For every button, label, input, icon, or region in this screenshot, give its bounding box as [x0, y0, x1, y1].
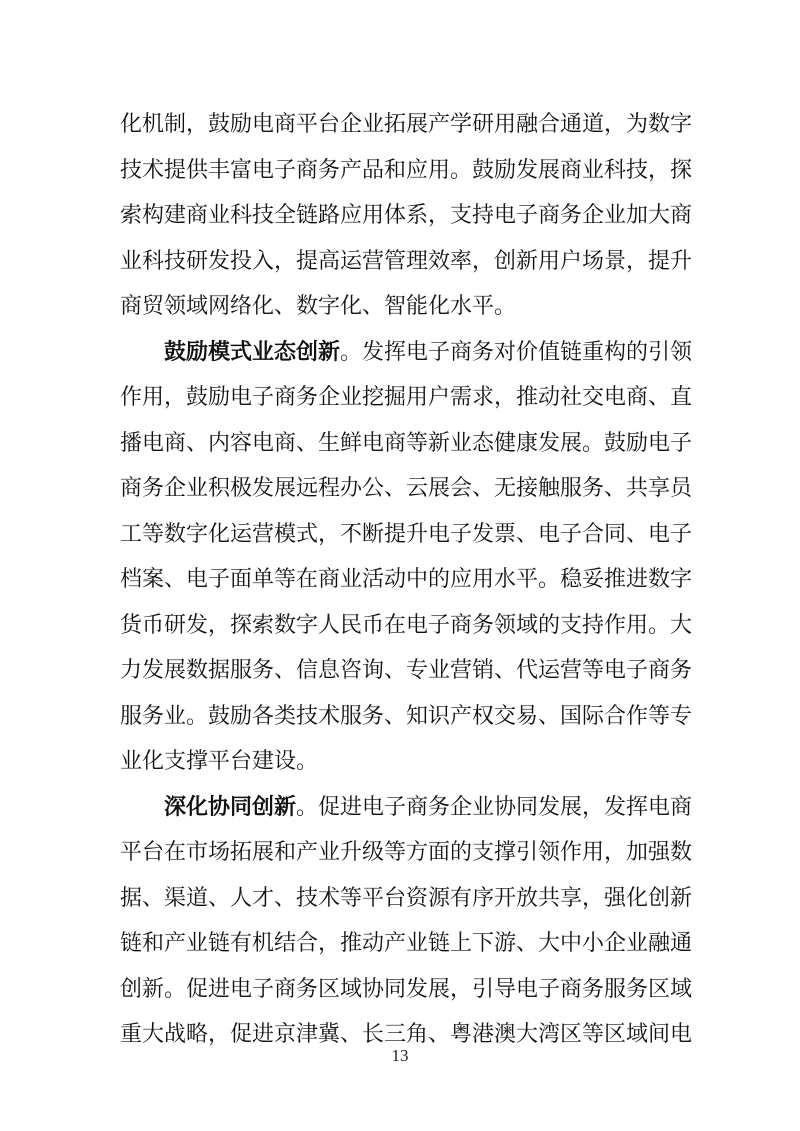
text-line: 重大战略，促进京津冀、长三角、粤港澳大湾区等区域间电 — [120, 1022, 693, 1047]
text-line: 平台在市场拓展和产业升级等方面的支撑引领作用，加强数 — [120, 840, 693, 865]
text-line: 工等数字化运营模式，不断提升电子发票、电子合同、电子 — [120, 521, 693, 547]
text-line: 货币研发，探索数字人民币在电子商务领域的支持作用。大 — [120, 612, 693, 638]
paragraph-first-line — [120, 330, 693, 376]
text-line: 据、渠道、人才、技术等平台资源有序开放共享，强化创新 — [120, 885, 693, 911]
text-line: 创新。促进电子商务区域协同发展，引导电子商务服务区域 — [120, 976, 693, 1002]
text-line: 商务企业积极发展远程办公、云展会、无接触服务、共享员 — [120, 476, 693, 501]
text-line: 业科技研发投入，提高运营管理效率，创新用户场景，提升 — [120, 248, 693, 274]
text-line: 作用，鼓励电子商务企业挖掘用户需求，推动社交电商、直 — [120, 385, 693, 410]
paragraph-heading: 深化协同创新 — [164, 793, 297, 820]
body-text — [120, 102, 693, 1058]
text-line: 化机制，鼓励电商平台企业拓展产学研用融合通道，为数字 — [120, 112, 693, 137]
text-line: 索构建商业科技全链路应用体系，支持电子商务企业加大商 — [120, 203, 693, 228]
paragraph-first-line — [120, 785, 693, 831]
page-number: 13 — [391, 1046, 409, 1065]
text-line: 档案、电子面单等在商业活动中的应用水平。稳妥推进数字 — [120, 567, 693, 592]
paragraph-heading: 鼓励模式业态创新 — [164, 338, 341, 365]
text-line: 业化支撑平台建设。 — [120, 749, 319, 774]
text-line: 链和产业链有机结合，推动产业链上下游、大中小企业融通 — [120, 931, 693, 956]
text-run: 。发挥电子商务对价值链重构的引领 — [340, 339, 693, 365]
text-line: 商贸领域网络化、数字化、智能化水平。 — [120, 294, 517, 319]
text-line: 播电商、内容电商、生鲜电商等新业态健康发展。鼓励电子 — [120, 430, 693, 456]
text-line: 技术提供丰富电子商务产品和应用。鼓励发展商业科技，探 — [120, 157, 693, 183]
text-line: 力发展数据服务、信息咨询、专业营销、代运营等电子商务 — [120, 658, 693, 683]
text-line: 服务业。鼓励各类技术服务、知识产权交易、国际合作等专 — [120, 703, 693, 729]
text-run: 。促进电子商务企业协同发展，发挥电商 — [296, 794, 693, 820]
